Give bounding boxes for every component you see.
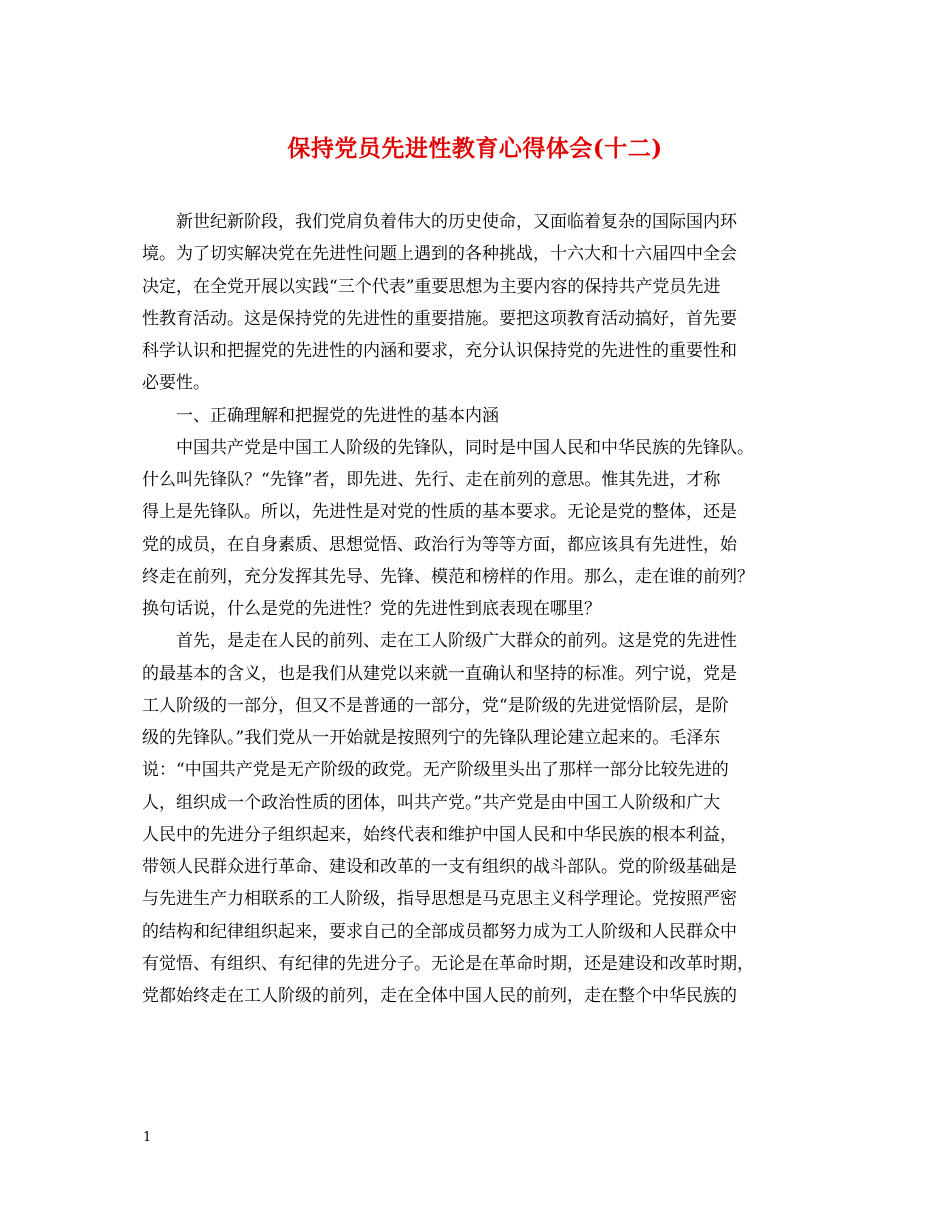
text-line: 新世纪新阶段，我们党肩负着伟大的历史使命，又面临着复杂的国际国内环 (142, 212, 737, 232)
text-line: 什么叫先锋队？“先锋”者，即先进、先行、走在前列的意思。惟其先进，才称 (142, 470, 721, 490)
text-line: 党的成员，在自身素质、思想觉悟、政治行为等等方面，都应该具有先进性，始 (142, 534, 737, 555)
text-line: 境。为了切实解决党在先进性问题上遇到的各种挑战，十六大和十六届四中全会 (142, 244, 737, 265)
text-line: 终走在前列，充分发挥其先导、先锋、模范和榜样的作用。那么，走在谁的前列？ (142, 566, 754, 587)
text-line: 首先，是走在人民的前列、走在工人阶级广大群众的前列。这是党的先进性 (142, 631, 737, 652)
text-line: 工人阶级的一部分，但又不是普通的一部分，党“是阶级的先进觉悟阶层，是阶 (142, 695, 729, 716)
text-line: 党都始终走在工人阶级的前列，走在全体中国人民的前列，走在整个中华民族的 (142, 986, 737, 1006)
text-line: 必要性。 (142, 373, 210, 394)
document-title: 保持党员先进性教育心得体会(十二) (287, 135, 663, 162)
text-line: 得上是先锋队。所以，先进性是对党的性质的基本要求。无论是党的整体，还是 (142, 502, 737, 523)
page-number: 1 (143, 1130, 152, 1145)
text-line: 性教育活动。这是保持党的先进性的重要措施。要把这项教育活动搞好，首先要 (142, 308, 737, 329)
text-line: 的最基本的含义，也是我们从建党以来就一直确认和坚持的标准。列宁说，党是 (142, 663, 737, 684)
text-line: 说：“中国共产党是无产阶级的政党。无产阶级里头出了那样一部分比较先进的 (142, 760, 729, 781)
text-line: 带领人民群众进行革命、建设和改革的一支有组织的战斗部队。党的阶级基础是 (142, 857, 737, 877)
text-line: 级的先锋队。”我们党从一开始就是按照列宁的先锋队理论建立起来的。毛泽东 (142, 728, 721, 748)
text-line: 人，组织成一个政治性质的团体，叫共产党。”共产党是由中国工人阶级和广大 (142, 792, 721, 813)
text-line: 中国共产党是中国工人阶级的先锋队，同时是中国人民和中华民族的先锋队。 (142, 437, 754, 458)
text-line: 有觉悟、有组织、有纪律的先进分子。无论是在革命时期，还是建设和改革时期， (142, 953, 754, 974)
document-body (142, 206, 818, 1012)
text-line: 人民中的先进分子组织起来，始终代表和维护中国人民和中华民族的根本利益， (142, 824, 737, 845)
text-line: 换句话说，什么是党的先进性？党的先进性到底表现在哪里？ (142, 599, 601, 619)
text-line: 一、正确理解和把握党的先进性的基本内涵 (142, 405, 499, 426)
text-line: 与先进生产力相联系的工人阶级，指导思想是马克思主义科学理论。党按照严密 (142, 889, 737, 910)
text-line: 决定，在全党开展以实践“三个代表”重要思想为主要内容的保持共产党员先进 (142, 276, 721, 297)
text-line: 的结构和纪律组织起来，要求自己的全部成员都努力成为工人阶级和人民群众中 (142, 921, 737, 942)
text-line: 科学认识和把握党的先进性的内涵和要求，充分认识保持党的先进性的重要性和 (142, 341, 737, 361)
